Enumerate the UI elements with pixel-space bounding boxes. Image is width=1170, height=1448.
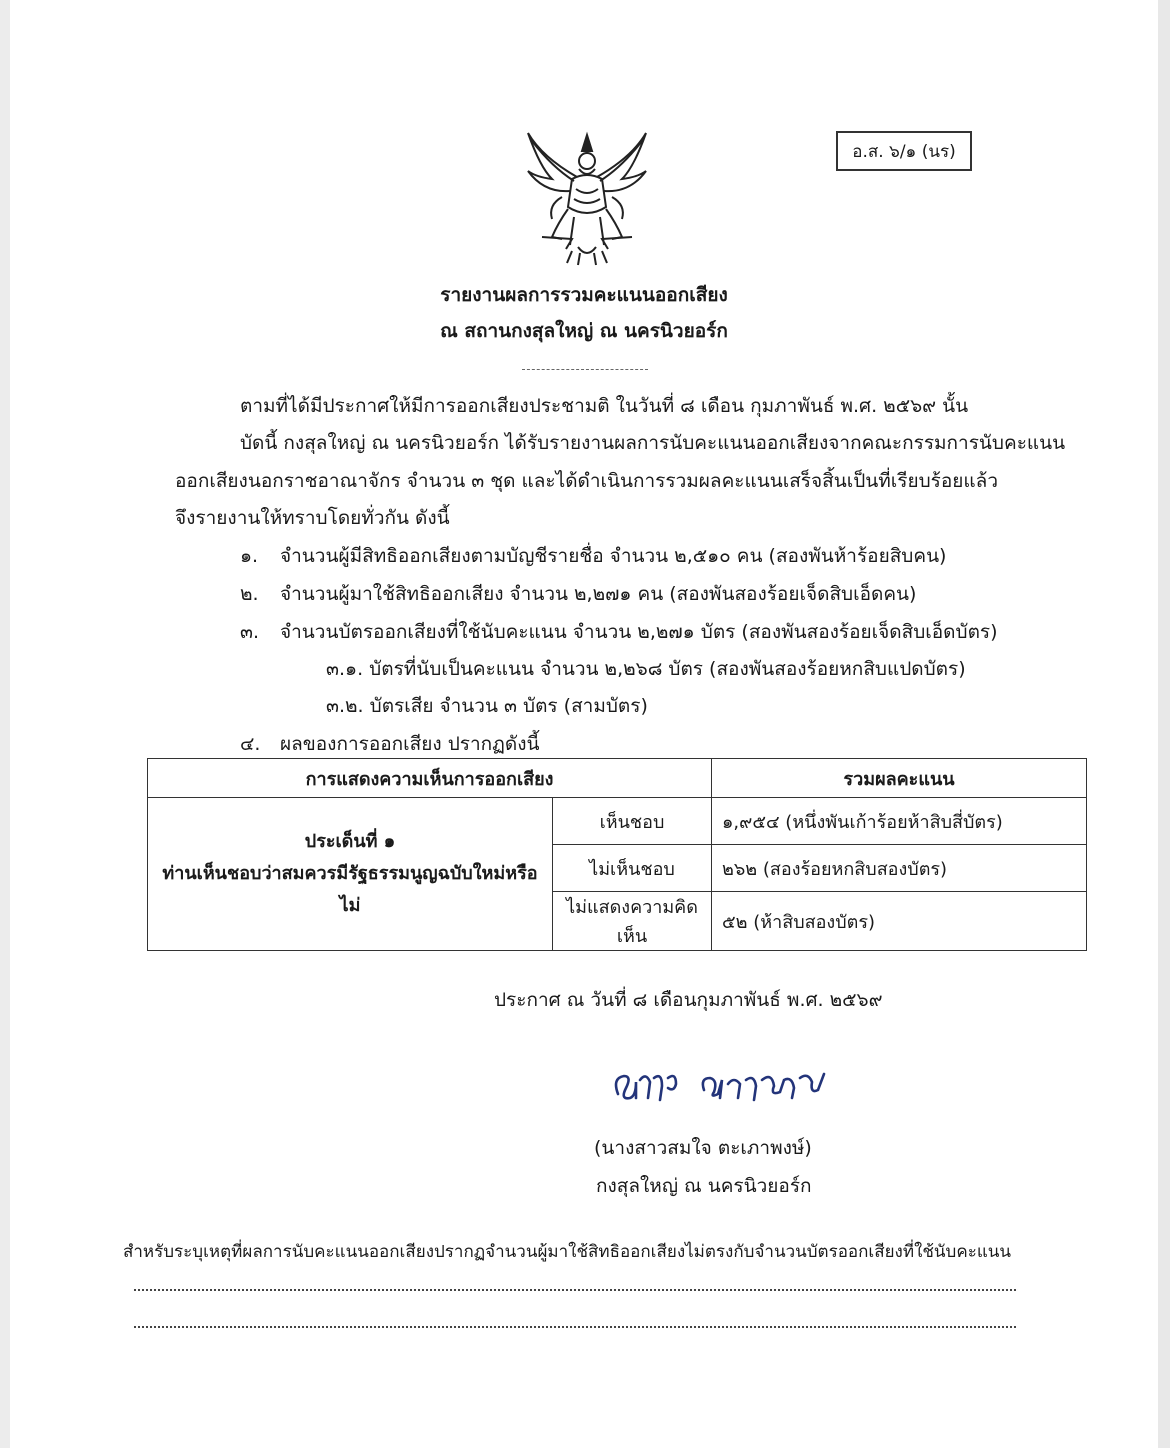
intro-line-4: จึงรายงานให้ทราบโดยทั่วกัน ดังนี้ — [175, 507, 450, 529]
signer-title: กงสุลใหญ่ ณ นครนิวยอร์ก — [596, 1175, 812, 1197]
sub-list-item: ๓.๒. บัตรเสีย จำนวน ๓ บัตร (สามบัตร) — [326, 695, 648, 717]
list-item-number: ๓. — [240, 621, 260, 643]
header-opinion: การแสดงความเห็นการออกเสียง — [148, 759, 712, 798]
document-page — [10, 0, 1158, 1448]
remark-text: สำหรับระบุเหตุที่ผลการนับคะแนนออกเสียงปรากฏจำนวนผู้มาใช้สิทธิออกเสียงไม่ตรงกับจำนวนบัตรออกเสียงที่ใช้นับคะแนน — [123, 1242, 1012, 1262]
document-title-line1: รายงานผลการรวมคะแนนออกเสียง — [440, 284, 728, 306]
total-cell: ๕๒ (ห้าสิบสองบัตร) — [712, 892, 1087, 951]
signer-name: (นางสาวสมใจ ตะเภาพงษ์) — [594, 1137, 812, 1159]
list-item-text: ผลของการออกเสียง ปรากฏดังนี้ — [280, 733, 540, 755]
table-row — [148, 798, 1087, 845]
header-total: รวมผลคะแนน — [712, 759, 1087, 798]
list-item — [240, 729, 540, 759]
page-edge-left — [0, 0, 10, 1448]
results-table — [147, 758, 1087, 951]
intro-line-1: ตามที่ได้มีประกาศให้มีการออกเสียงประชามติ ในวันที่ ๘ เดือน กุมภาพันธ์ พ.ศ. ๒๕๖๙ นั้น — [240, 395, 969, 417]
list-item-text: จำนวนผู้มีสิทธิออกเสียงตามบัญชีรายชื่อ จำนวน ๒,๕๑๐ คน (สองพันห้าร้อยสิบคน) — [280, 545, 947, 567]
signature-image — [610, 1058, 850, 1106]
option-cell: ไม่เห็นชอบ — [553, 845, 712, 892]
issue-label: ประเด็นที่ ๑ — [304, 831, 396, 852]
announcement-date: ประกาศ ณ วันที่ ๘ เดือนกุมภาพันธ์ พ.ศ. ๒๕๖๙ — [494, 989, 883, 1011]
table-header-row — [148, 759, 1087, 798]
intro-line-2: บัดนี้ กงสุลใหญ่ ณ นครนิวยอร์ก ได้รับรายงานผลการนับคะแนนออกเสียงจากคณะกรรมการนับคะแนน — [240, 432, 1066, 454]
sub-list-item: ๓.๑. บัตรที่นับเป็นคะแนน จำนวน ๒,๒๖๘ บัตร (สองพันสองร้อยหกสิบแปดบัตร) — [326, 658, 966, 680]
list-item-number: ๔. — [240, 733, 261, 755]
intro-line-3: ออกเสียงนอกราชอาณาจักร จำนวน ๓ ชุด และได้ดำเนินการรวมผลคะแนนเสร็จสิ้นเป็นที่เรียบร้อยแล้ว — [175, 470, 998, 492]
list-item — [240, 541, 946, 571]
issue-question: ท่านเห็นชอบว่าสมควรมีรัฐธรรมนูญฉบับใหม่หรือไม่ — [162, 863, 538, 916]
form-code: อ.ส. ๖/๑ (นร) — [852, 141, 956, 162]
page-edge-right — [1158, 0, 1170, 1448]
total-cell: ๒๖๒ (สองร้อยหกสิบสองบัตร) — [712, 845, 1087, 892]
list-item-number: ๒. — [240, 583, 259, 605]
list-item — [240, 617, 998, 647]
document-title-line2: ณ สถานกงสุลใหญ่ ณ นครนิวยอร์ก — [440, 320, 728, 342]
issue-cell — [148, 798, 553, 951]
option-cell: เห็นชอบ — [553, 798, 712, 845]
option-cell: ไม่แสดงความคิดเห็น — [553, 892, 712, 951]
list-item-number: ๑. — [240, 545, 259, 567]
remark-line-2 — [134, 1326, 1016, 1328]
title-divider — [522, 369, 648, 370]
list-item — [240, 579, 916, 609]
remark-line-1 — [134, 1289, 1016, 1291]
list-item-text: จำนวนผู้มาใช้สิทธิออกเสียง จำนวน ๒,๒๗๑ คน (สองพันสองร้อยเจ็ดสิบเอ็ดคน) — [280, 583, 917, 605]
form-code-box — [836, 131, 972, 171]
list-item-text: จำนวนบัตรออกเสียงที่ใช้นับคะแนน จำนวน ๒,๒๗๑ บัตร (สองพันสองร้อยเจ็ดสิบเอ็ดบัตร) — [280, 621, 998, 643]
total-cell: ๑,๙๕๔ (หนึ่งพันเก้าร้อยห้าสิบสี่บัตร) — [712, 798, 1087, 845]
garuda-emblem-icon — [522, 127, 652, 267]
